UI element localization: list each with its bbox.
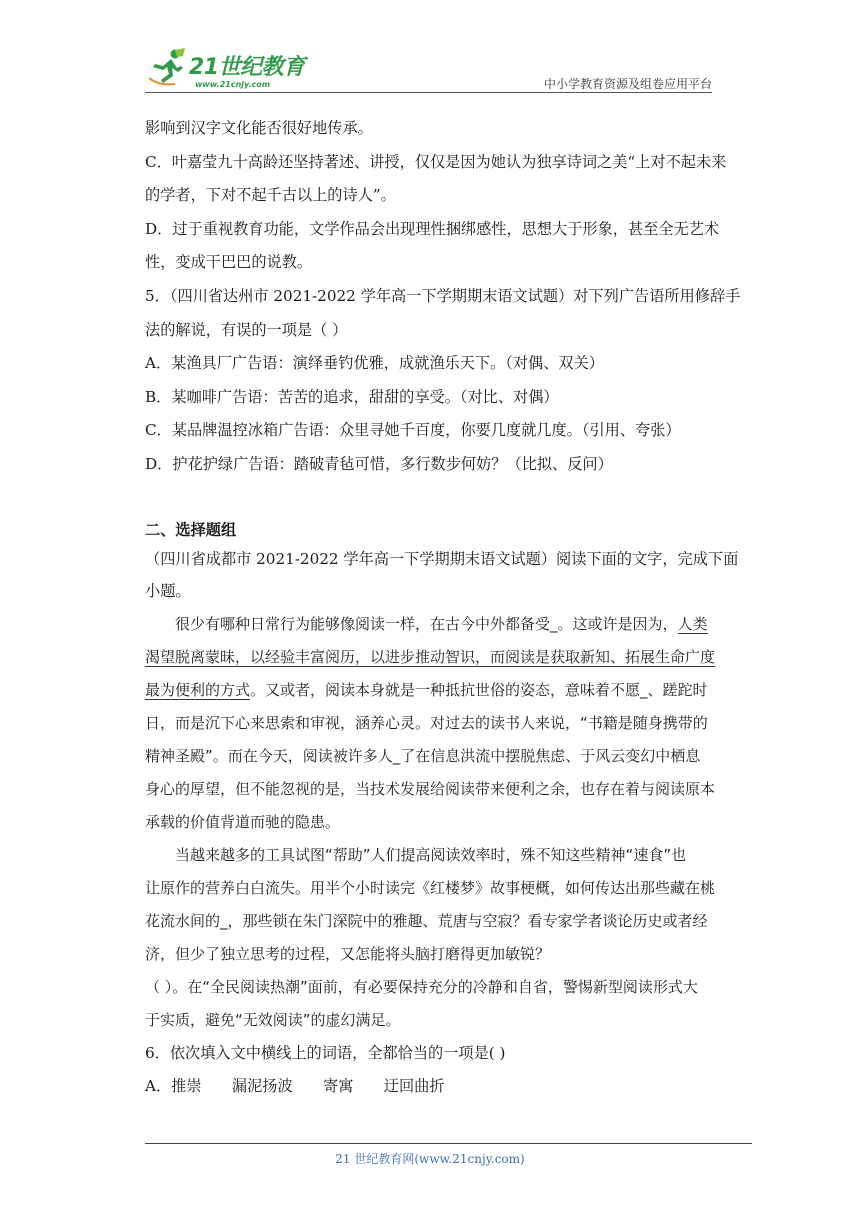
passage-line: 于实质，避免“无效阅读”的虚幻满足。	[145, 1010, 401, 1029]
passage-intro: （四川省成都市 2021-2022 学年高一下学期期末语文试题）阅读下面的文字，完成下面	[145, 549, 739, 568]
passage-text: 很少有哪种日常行为能够像阅读一样，在古今中外都备受_。这或许是因为，	[175, 614, 678, 633]
option-d: D．过于重视教育功能，文学作品会出现理性捆绑感性，思想大于形象，甚至全无艺术	[145, 219, 720, 238]
runner-logo-icon	[145, 48, 189, 88]
underlined-text: 渴望脱离蒙昧，以经验丰富阅历，以进步推动智识，而阅读是获取新知、拓展生命广度	[145, 647, 716, 666]
passage-line	[145, 641, 715, 674]
option-c: C．叶嘉莹九十高龄还坚持著述、讲授，仅仅是因为她认为独享诗词之美“上对不起未来	[145, 152, 727, 171]
q5-option-c: C．某品牌温控冰箱广告语：众里寻她千百度，你要几度就几度。（引用、夸张）	[145, 421, 681, 440]
page-footer: 21 世纪教育网(www.21cnjy.com)	[335, 1152, 525, 1166]
q5-option-b: B．某咖啡广告语：苦苦的追求，甜甜的享受。（对比、对偶）	[145, 387, 559, 406]
text-line: 的学者，下对不起千古以上的诗人”。	[145, 186, 396, 205]
question-5: 5．（四川省达州市 2021-2022 学年高一下学期期末语文试题）对下列广告语所用修辞手	[145, 286, 741, 305]
passage-line: 当越来越多的工具试图“帮助”人们提高阅读效率时，殊不知这些精神“速食”也	[175, 845, 687, 864]
passage-line	[145, 674, 715, 707]
question-6: 6．依次填入文中横线上的词语，全都恰当的一项是( )	[145, 1043, 506, 1062]
q5-option-a: A．某渔具厂广告语：演绎垂钓优雅，成就渔乐天下。（对偶、双关）	[145, 354, 604, 373]
q5-option-d: D．护花护绿广告语：踏破青毡可惜，多行数步何妨？（比拟、反问）	[145, 454, 613, 473]
passage-line: 日，而是沉下心来思索和审视，涵养心灵。对过去的读书人来说，“书籍是随身携带的	[145, 713, 708, 732]
passage-line	[145, 608, 715, 641]
underlined-text: 最为便利的方式	[145, 680, 251, 699]
document-body	[145, 112, 741, 1104]
header-platform-title: 中小学教育资源及组卷应用平台	[543, 77, 712, 91]
passage-line: 花流水间的_，那些锁在朱门深院中的雅趣、荒唐与空寂？看专家学者谈论历史或者经	[145, 911, 708, 930]
text-line: 影响到汉字文化能否很好地传承。	[145, 119, 373, 137]
passage-line: 身心的厚望，但不能忽视的是，当技术发展给阅读带来便利之余，也存在着与阅读原本	[145, 779, 716, 798]
header-divider	[145, 92, 712, 93]
passage-line: 承载的价值背道而驰的隐患。	[145, 812, 341, 831]
passage-line: 精神圣殿”。而在今天，阅读被许多人_了在信息洪流中摆脱焦虑、于风云变幻中栖息	[145, 746, 701, 765]
passage-text: 。又或者，阅读本身就是一种抵抗世俗的姿态，意味着不愿_、蹉跎时	[250, 680, 708, 699]
q6-option-a: A．推崇 漏泥扬波 寄寓 迂回曲折	[145, 1077, 445, 1096]
passage-line: （ ）。在“全民阅读热潮”面前，有必要保持充分的冷静和自省，警惕新型阅读形式大	[145, 977, 698, 996]
page-header	[145, 40, 712, 92]
logo-text: 21世纪教育	[189, 55, 305, 80]
text-line: 法的解说，有误的一项是（ ）	[145, 320, 348, 339]
passage-line: 济，但少了独立思考的过程，又怎能将头脑打磨得更加敏锐？	[145, 944, 551, 963]
text-line: 性，变成干巴巴的说教。	[145, 253, 313, 272]
footer-divider	[145, 1143, 752, 1144]
passage-line: 让原作的营养白白流失。用半个小时读完《红楼梦》故事梗概，如何传达出那些藏在桃	[145, 878, 716, 897]
text-line: 小题。	[145, 581, 191, 600]
logo-url: www.21cnjy.com	[195, 80, 271, 89]
logo	[145, 48, 325, 92]
underlined-text: 人类	[677, 614, 708, 633]
section-title: 二、选择题组	[145, 520, 237, 539]
